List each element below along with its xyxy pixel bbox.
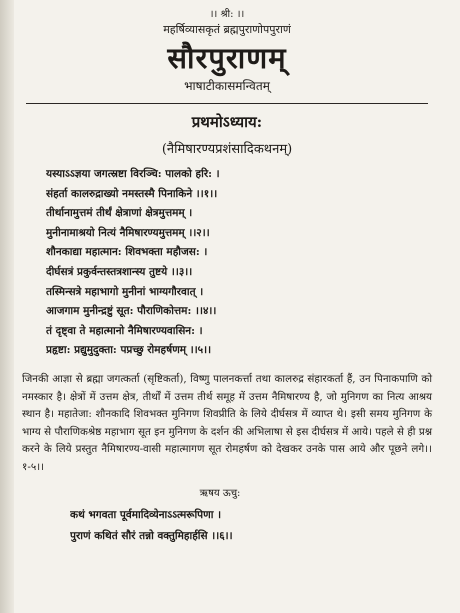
verse-line: मुनीनामाश्रयो नित्यं नैमिषारण्यमुत्तमम् ।।२।। bbox=[46, 226, 210, 239]
verse-line: तस्मिन्सत्रे महाभागो मुनीनां भाग्यगौरवात् । bbox=[46, 285, 204, 298]
verse-line: शौनकाद्या महात्मान: शिवभक्ता महौजस: । bbox=[46, 246, 208, 259]
verse-block-2 bbox=[70, 505, 404, 547]
verse-line: तीर्थानामुत्तमं तीर्थं क्षेत्राणां क्षेत्रमुत्तमम् । bbox=[46, 207, 193, 220]
verse-line: प्रहृष्टा: प्रद्युमुदुक्ता: पप्रच्छु रोमहर्षणम् ।।५।। bbox=[46, 344, 212, 357]
verse-line: दीर्घसत्रं प्रकुर्वन्तस्तत्रशान्स्य तुष्टये ।।३।। bbox=[46, 265, 193, 278]
verse-line: यस्याऽऽज्ञया जगत्स्रष्टा विरञ्चि: पालको हरि: । bbox=[46, 168, 220, 180]
speaker-line: ऋषय ऊचु: bbox=[199, 487, 241, 499]
verse-block bbox=[46, 165, 414, 361]
verse-line: तं दृष्ट्वा ते महात्मानो नैमिषारण्यवासिन: । bbox=[46, 324, 203, 337]
commentary-line: भाषाटीकासमन्वितम् bbox=[184, 79, 270, 93]
invocation: ।। श्री: ।। bbox=[209, 9, 245, 20]
divider bbox=[26, 103, 428, 104]
chapter-subheading: (नैमिषारण्यप्रशंसादिकथनम्) bbox=[161, 142, 293, 157]
page-title: सौरपुराणम् bbox=[167, 41, 287, 75]
chapter-heading: प्रथमोऽध्याय: bbox=[191, 113, 263, 131]
attribution-line: महर्षिव्यासकृतं ब्रह्मपुराणोपपुराणं bbox=[163, 23, 291, 36]
verse-line: संहर्ता कालरुद्राख्यो नमस्तस्मै पिनाकिने ।।१।। bbox=[46, 187, 218, 200]
verse-line: आजगाम मुनीन्द्रष्टुं सूत: पौराणिकोत्तम: ।।४।। bbox=[46, 305, 217, 318]
verse-line: पुराणं कथितं सौरं तन्नो वक्तुमिहार्हसि ।।६।। bbox=[70, 529, 233, 542]
book-gutter bbox=[0, 0, 14, 613]
verse-line: कथं भगवता पूर्वमादिव्येनाऽऽत्मरूपिणा । bbox=[70, 508, 222, 521]
translation-paragraph: जिनकी आज्ञा से ब्रह्मा जगत्कर्ता (सृष्टिकर्ता), विष्णु पालनकर्त्ता तथा कालरुद्र संहारकर्ता हैं, उन पिनाकपाणि को नमस्कार है। क्षेत्रों में उत्तम क्षेत्र, तीर्थों में उत्तम तीर्थ समूह में उत्तम नैमिषारण्य है, जो मुनिगण का नित्य आश्रय स्थान है। महातेजा: शौनकादि शिवभक्त मुनिगण शिवप्रीति के लिये दीर्घसत्र में व्याप्त थे। इसी समय मुनिगण के भाग्य से पौराणिकश्रेष्ठ महाभाग सूत इन मुनिगण के दर्शन की अभिलाषा से इस दीर्घसत्र में आये। पहले से ही प्रश्न करने के लिये प्रस्तुत नैमिषारण्य-वासी महात्मागण सूत रोमहर्षण को देखकर उनके पास आये और पूछने लगे।।१-५।। bbox=[22, 372, 432, 473]
